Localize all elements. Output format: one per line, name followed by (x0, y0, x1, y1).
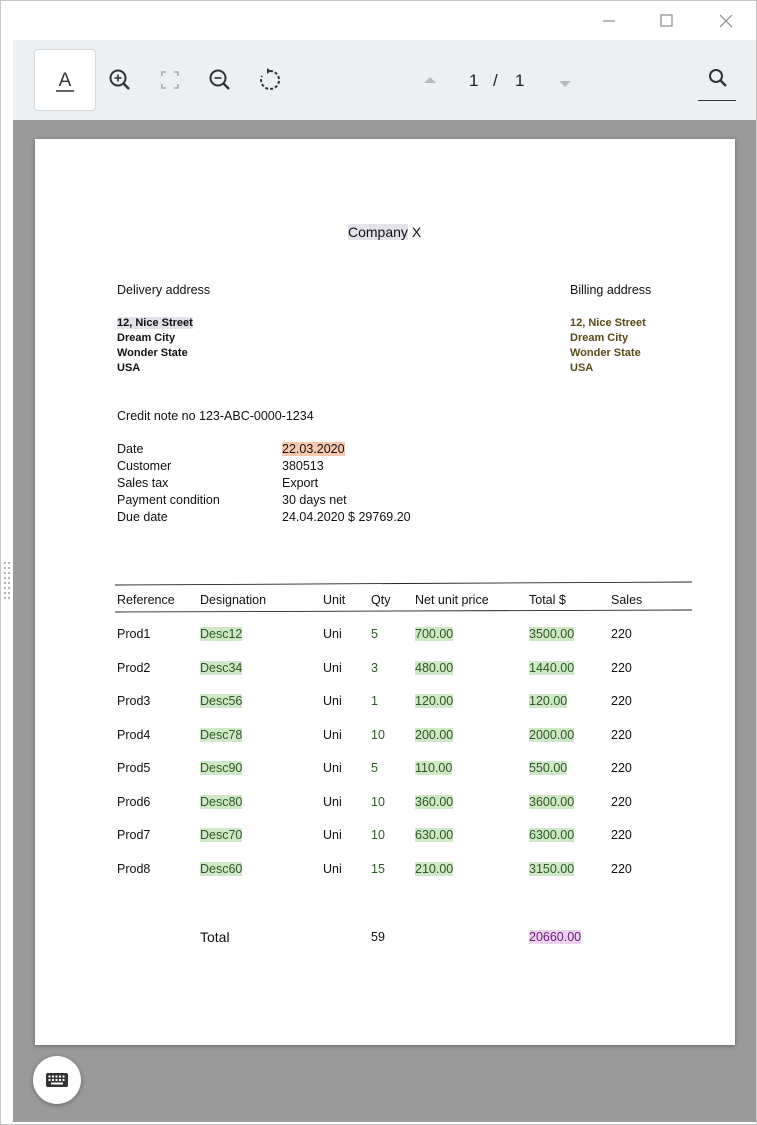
rotate-button[interactable] (240, 50, 300, 110)
field-label-date: Date (117, 442, 144, 456)
field-label-payment: Payment condition (117, 493, 220, 507)
cell-total: 3500.00 (529, 627, 575, 641)
cell-sales: 220 (611, 761, 632, 775)
cell-unit: Uni (323, 694, 342, 708)
minimize-icon[interactable] (598, 10, 620, 32)
cell-qty: 15 (371, 861, 385, 876)
billing-address-line: Dream City (570, 332, 629, 344)
cell-designation: Desc90 (200, 761, 243, 775)
close-icon[interactable] (715, 10, 737, 32)
cell-designation: Desc56 (200, 694, 243, 708)
cell-total: 3600.00 (529, 794, 575, 809)
field-value-date: 22.03.2020 (282, 442, 345, 456)
total-amount: 20660.00 (529, 930, 582, 944)
cell-unit: Uni (323, 627, 342, 641)
zoom-out-icon (207, 67, 233, 93)
cell-total: 2000.00 (529, 727, 575, 742)
cell-reference: Prod1 (117, 627, 151, 641)
field-label-due-date: Due date (117, 510, 168, 524)
rotate-icon (257, 67, 283, 93)
zoom-in-icon (107, 67, 133, 93)
page-up-icon[interactable] (423, 72, 437, 90)
keyboard-icon (46, 1073, 68, 1087)
cell-unit: Uni (323, 794, 342, 809)
cell-sales: 220 (611, 828, 632, 842)
cell-reference: Prod5 (117, 761, 151, 775)
cell-unit: Uni (323, 727, 342, 742)
search-icon (706, 66, 730, 90)
cell-reference: Prod3 (117, 694, 151, 708)
cell-net-unit-price: 360.00 (415, 794, 454, 809)
cell-net-unit-price: 480.00 (415, 660, 454, 675)
cell-reference: Prod7 (117, 828, 151, 842)
field-value-customer: 380513 (282, 459, 324, 473)
title-bar (0, 0, 757, 40)
cell-qty: 1 (371, 694, 378, 708)
delivery-address-line: Wonder State (117, 347, 188, 359)
billing-address-line: USA (570, 362, 594, 374)
field-label-customer: Customer (117, 459, 172, 473)
cell-net-unit-price: 120.00 (415, 694, 454, 708)
field-value-sales-tax: Export (282, 476, 319, 490)
cell-total: 6300.00 (529, 828, 575, 842)
cell-sales: 220 (611, 794, 632, 809)
page-total: 1 (515, 71, 525, 90)
cell-qty: 5 (371, 627, 378, 641)
cell-qty: 3 (371, 660, 378, 675)
cell-qty: 10 (371, 828, 385, 842)
cell-sales: 220 (611, 694, 632, 708)
cell-net-unit-price: 210.00 (415, 861, 454, 876)
keyboard-button[interactable] (33, 1056, 81, 1104)
cell-reference: Prod2 (117, 660, 151, 675)
table-header-net-unit-price: Net unit price (415, 593, 489, 607)
cell-designation: Desc70 (200, 828, 243, 842)
cell-designation: Desc78 (200, 727, 243, 742)
table-header-designation: Designation (200, 593, 267, 607)
company-name (348, 224, 421, 241)
text-select-icon (53, 68, 77, 92)
table-header-unit: Unit (323, 593, 346, 607)
text-select-button[interactable] (34, 49, 96, 111)
cell-total: 1440.00 (529, 660, 575, 675)
company-name-highlight: Company (348, 224, 408, 240)
cell-sales: 220 (611, 727, 632, 742)
cell-designation: Desc12 (200, 627, 243, 641)
fit-page-icon (159, 69, 181, 91)
billing-address-line: Wonder State (570, 347, 641, 359)
table-header-total: Total $ (529, 593, 566, 607)
toolbar (13, 40, 756, 120)
document-page (35, 139, 735, 1045)
page-current[interactable]: 1 (469, 71, 479, 90)
total-label: Total (200, 929, 230, 945)
field-label-sales-tax: Sales tax (117, 476, 169, 490)
cell-sales: 220 (611, 627, 632, 641)
search-button[interactable] (698, 64, 736, 101)
cell-net-unit-price: 630.00 (415, 828, 454, 842)
page-separator: / (493, 71, 498, 90)
cell-reference: Prod6 (117, 794, 151, 809)
table-header-qty: Qty (371, 593, 391, 607)
credit-note-number: Credit note no 123-ABC-0000-1234 (117, 409, 314, 423)
cell-unit: Uni (323, 761, 342, 775)
total-qty: 59 (371, 930, 385, 944)
cell-total: 3150.00 (529, 861, 575, 876)
cell-net-unit-price: 200.00 (415, 727, 454, 742)
field-value-payment: 30 days net (282, 493, 347, 507)
cell-sales: 220 (611, 660, 632, 675)
maximize-icon[interactable] (656, 10, 678, 32)
cell-qty: 10 (371, 727, 385, 742)
cell-total: 550.00 (529, 761, 568, 775)
svg-text:A: A (58, 70, 72, 91)
delivery-address-label: Delivery address (117, 283, 211, 297)
cell-designation: Desc80 (200, 794, 243, 809)
cell-unit: Uni (323, 660, 342, 675)
delivery-address-line: USA (117, 362, 141, 374)
cell-qty: 10 (371, 794, 385, 809)
cell-sales: 220 (611, 861, 632, 876)
delivery-address-line: 12, Nice Street (117, 317, 193, 329)
cell-reference: Prod4 (117, 727, 151, 742)
field-value-due-date: 24.04.2020 $ 29769.20 (282, 510, 411, 524)
cell-unit: Uni (323, 828, 342, 842)
cell-designation: Desc34 (200, 660, 243, 675)
table-header-sales: Sales (611, 593, 643, 607)
billing-address-line: 12, Nice Street (570, 317, 646, 329)
cell-designation: Desc60 (200, 861, 243, 876)
page-down-icon[interactable] (558, 76, 572, 94)
company-name-suffix: X (411, 224, 422, 240)
billing-address-label: Billing address (570, 283, 652, 297)
cell-net-unit-price: 700.00 (415, 627, 454, 641)
cell-total: 120.00 (529, 694, 568, 708)
cell-unit: Uni (323, 861, 342, 876)
delivery-address-line: Dream City (117, 332, 176, 344)
cell-qty: 5 (371, 761, 378, 775)
cell-reference: Prod8 (117, 861, 151, 876)
drag-handle-icon[interactable] (4, 562, 10, 602)
cell-net-unit-price: 110.00 (415, 761, 453, 775)
table-header-reference: Reference (117, 593, 175, 607)
